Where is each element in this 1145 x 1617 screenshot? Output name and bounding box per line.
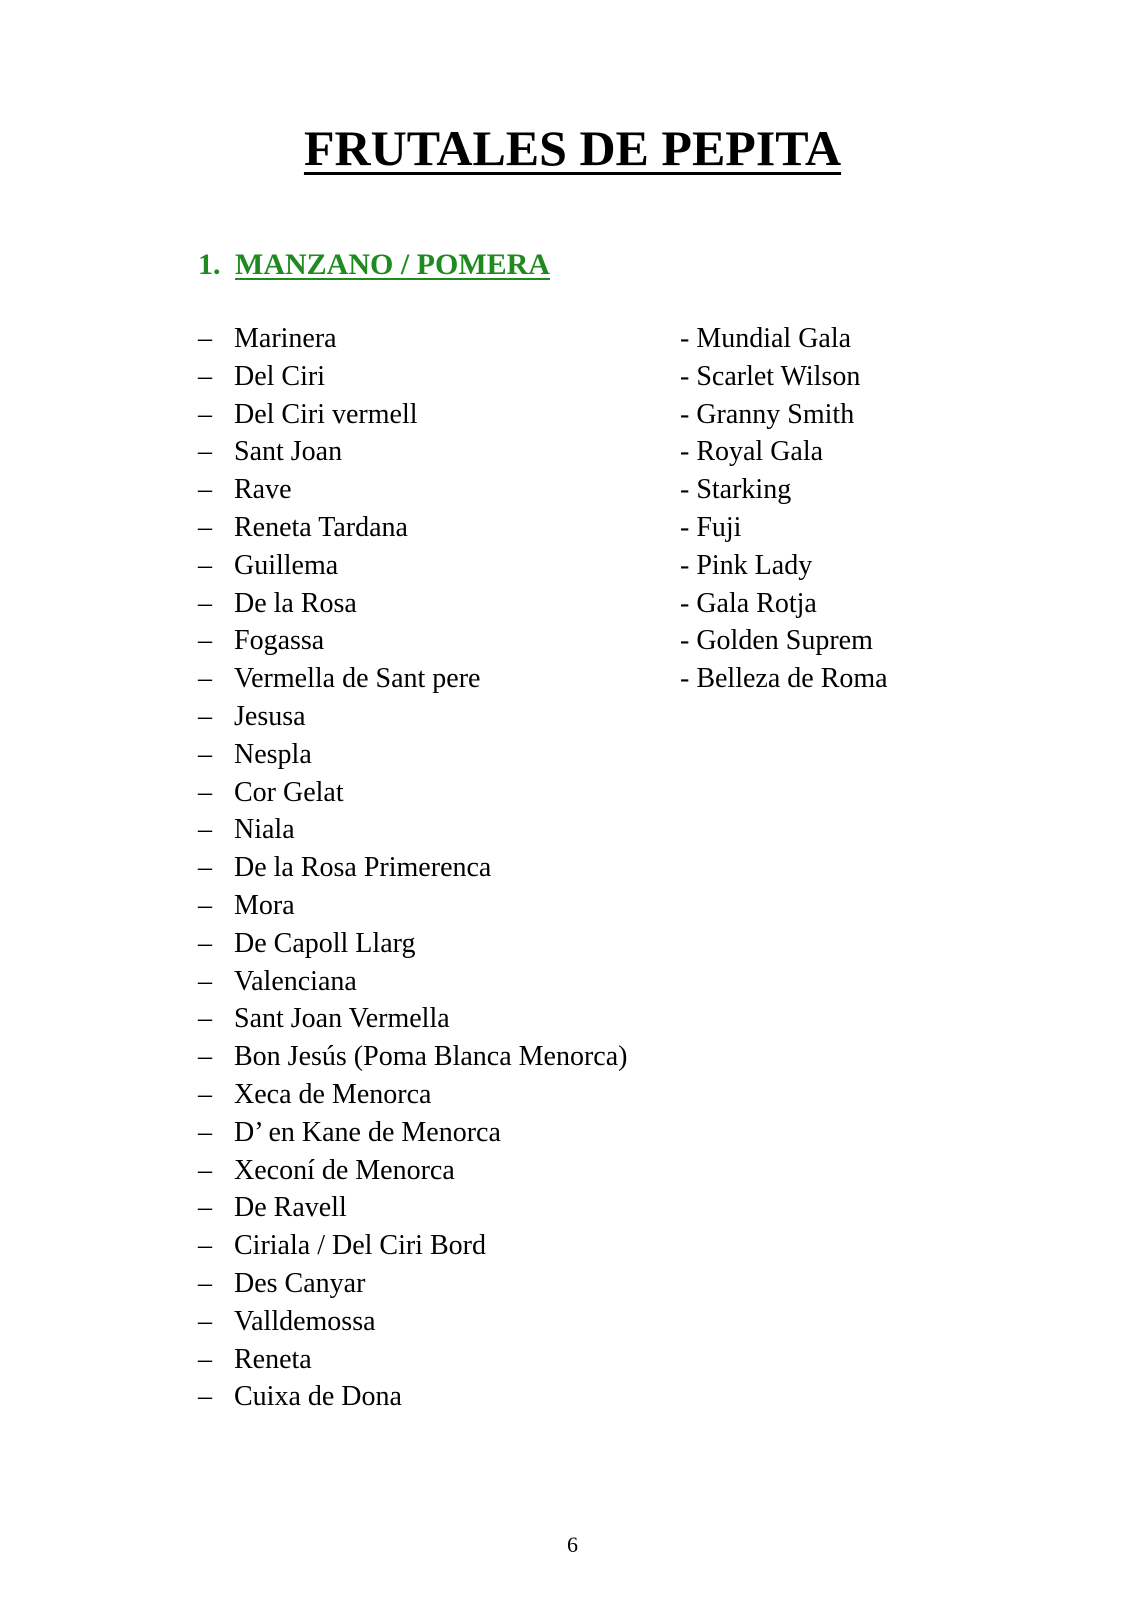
list-dash: – xyxy=(198,587,212,619)
list-item xyxy=(198,1341,627,1379)
list-dash: – xyxy=(198,398,212,430)
list-item xyxy=(198,1152,627,1190)
list-item xyxy=(198,1038,627,1076)
list-item xyxy=(198,547,627,585)
list-item-text: Reneta Tardana xyxy=(234,511,408,543)
list-item: - Gala Rotja xyxy=(680,587,817,619)
page-number: 6 xyxy=(567,1532,578,1557)
list-dash: – xyxy=(198,323,212,354)
list-dash: – xyxy=(198,1305,212,1337)
list-item-text: Del Ciri xyxy=(234,360,325,392)
list-item xyxy=(198,1265,627,1303)
list-item-text: De la Rosa Primerenca xyxy=(234,852,492,884)
list-dash: – xyxy=(198,1192,212,1224)
list-dash: – xyxy=(198,738,212,770)
list-item-text: Nespla xyxy=(234,738,312,770)
list-item xyxy=(198,396,627,434)
list-item xyxy=(198,849,627,887)
list-item xyxy=(198,320,627,358)
list-item xyxy=(198,1189,627,1227)
list-dash: – xyxy=(198,1381,212,1413)
list-item xyxy=(198,925,627,963)
list-dash: – xyxy=(198,1343,212,1375)
list-item-text: Bon Jesús (Poma Blanca Menorca) xyxy=(234,1041,628,1073)
list-item: - Granny Smith xyxy=(680,398,855,430)
section-heading xyxy=(198,247,550,283)
list-dash: – xyxy=(198,700,212,732)
list-dash: – xyxy=(198,474,212,506)
list-item-text: Sant Joan Vermella xyxy=(234,1003,450,1035)
list-item-text: Des Canyar xyxy=(234,1267,366,1299)
list-item: - Belleza de Roma xyxy=(680,663,888,695)
list-item-text: Del Ciri vermell xyxy=(234,398,418,430)
list-dash: – xyxy=(198,1154,212,1186)
list-item-text: Cuixa de Dona xyxy=(234,1381,402,1413)
list-item: - Fuji xyxy=(680,511,742,543)
list-dash: – xyxy=(198,1267,212,1299)
variety-list-left xyxy=(198,320,627,1416)
list-dash: – xyxy=(198,1003,212,1035)
list-item-text: Cor Gelat xyxy=(234,776,344,808)
list-item xyxy=(198,1000,627,1038)
list-item xyxy=(198,887,627,925)
list-item xyxy=(198,1114,627,1152)
list-item: - Royal Gala xyxy=(680,436,824,468)
list-dash: – xyxy=(198,549,212,581)
section-number: 1. xyxy=(198,248,221,281)
list-item: - Golden Suprem xyxy=(680,625,873,657)
list-item-text: D’ en Kane de Menorca xyxy=(234,1116,501,1148)
list-item xyxy=(198,774,627,812)
list-item xyxy=(198,1303,627,1341)
list-item: - Scarlet Wilson xyxy=(680,360,861,392)
list-item xyxy=(198,1076,627,1114)
list-dash: – xyxy=(198,1116,212,1148)
list-item-text: Niala xyxy=(234,814,295,846)
page-title-text: FRUTALES DE PEPITA xyxy=(303,120,842,176)
list-dash: – xyxy=(198,776,212,808)
list-item-text: Xeconí de Menorca xyxy=(234,1154,455,1186)
list-item-text: Guillema xyxy=(234,549,339,581)
list-dash: – xyxy=(198,1230,212,1262)
list-dash: – xyxy=(198,927,212,959)
list-item xyxy=(198,585,627,623)
list-item xyxy=(198,660,627,698)
list-item xyxy=(198,622,627,660)
list-dash: – xyxy=(198,814,212,846)
list-item xyxy=(198,811,627,849)
list-item: - Starking xyxy=(680,474,792,506)
list-item-text: Rave xyxy=(234,474,292,506)
list-item-text: Jesusa xyxy=(234,700,306,732)
list-item-text: Vermella de Sant pere xyxy=(234,663,481,695)
list-dash: – xyxy=(198,511,212,543)
list-item xyxy=(198,963,627,1001)
list-item: - Mundial Gala xyxy=(680,323,852,354)
list-item: - Pink Lady xyxy=(680,549,813,581)
list-item-text: Valenciana xyxy=(234,965,357,997)
list-item xyxy=(198,509,627,547)
list-item-text: De la Rosa xyxy=(234,587,357,619)
section-name: MANZANO / POMERA xyxy=(235,248,550,281)
page-title xyxy=(0,118,1145,178)
list-item-text: Valldemossa xyxy=(234,1305,376,1337)
list-item-text: Ciriala / Del Ciri Bord xyxy=(234,1230,486,1262)
list-dash: – xyxy=(198,1041,212,1073)
list-dash: – xyxy=(198,625,212,657)
list-item xyxy=(198,736,627,774)
list-dash: – xyxy=(198,965,212,997)
list-item-text: De Ravell xyxy=(234,1192,347,1224)
list-dash: – xyxy=(198,1078,212,1110)
list-item-text: De Capoll Llarg xyxy=(234,927,416,959)
list-item xyxy=(198,433,627,471)
list-item-text: Reneta xyxy=(234,1343,312,1375)
list-item xyxy=(198,358,627,396)
list-item xyxy=(198,1227,627,1265)
list-item-text: Mora xyxy=(234,889,295,921)
list-item-text: Xeca de Menorca xyxy=(234,1078,432,1110)
list-dash: – xyxy=(198,663,212,695)
list-item-text: Marinera xyxy=(234,323,337,354)
list-item xyxy=(198,698,627,736)
list-dash: – xyxy=(198,852,212,884)
list-dash: – xyxy=(198,436,212,468)
variety-list-right xyxy=(680,320,888,698)
list-dash: – xyxy=(198,360,212,392)
list-dash: – xyxy=(198,889,212,921)
list-item-text: Fogassa xyxy=(234,625,325,657)
list-item-text: Sant Joan xyxy=(234,436,343,468)
list-item xyxy=(198,1378,627,1416)
list-item xyxy=(198,471,627,509)
